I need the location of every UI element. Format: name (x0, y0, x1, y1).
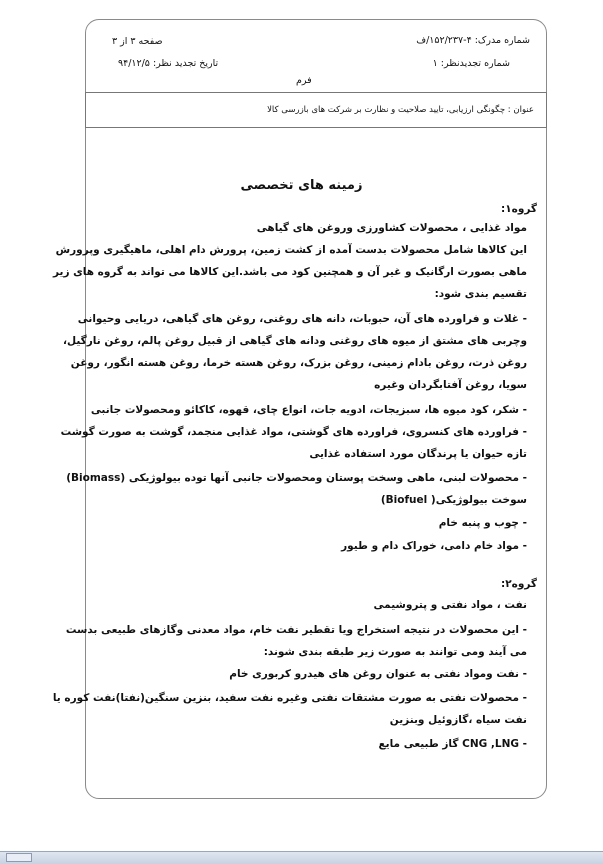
title-box (85, 92, 547, 128)
page-number: صفحه ۳ از ۳ (112, 36, 163, 47)
group1-line: - مواد خام دامی، خوراک دام و طیور (341, 540, 527, 552)
group1-line: - شکر، کود میوه ها، سبزیجات، ادویه جات، انواع چای، قهوه، کاکائو ومحصولات جانبی (90, 404, 527, 416)
group1-line: روغن ذرت، روغن بادام زمینی، روغن بزرک، روغن هسته خرما، روغن هسته انگور، روغن (70, 357, 527, 369)
group1-line: تقسیم بندی شود: (434, 288, 527, 300)
group1-line: مواد غذایی ، محصولات کشاورزی وروغن های گیاهی (256, 222, 527, 234)
taskbar (0, 851, 603, 864)
group1-line: تازه حیوان یا پرندگان مورد استفاده غذایی (309, 448, 527, 460)
revision-number: شماره تجدیدنظر: ۱ (432, 58, 510, 69)
group1-line: سویا، روغن آفتابگردان وغیره (374, 379, 527, 391)
group1-line: - غلات و فراورده های آن، حبوبات، دانه های روغنی، روغن های گیاهی، دریایی وحیوانی (77, 313, 527, 325)
section-title: زمینه های تخصصی (240, 178, 363, 193)
group1-line: ماهی بصورت ارگانیک و غیر آن و همچنین کود می باشد.این کالاها می تواند به گروه های زیر (53, 266, 527, 278)
group2-line: نفت سیاه ،گازوئیل وبنزین (389, 714, 527, 726)
group2-line: - این محصولات در نتیجه استخراج ویا تقطیر نفت خام، مواد معدنی وگازهای طبیعی بدست (65, 624, 527, 636)
group1-line: سوخت بیولوژیکی( Biofuel) (380, 494, 527, 506)
group2-line: می آیند ومی توانند به صورت زیر طبقه بندی شوند: (263, 646, 527, 658)
document-title: عنوان : چگونگی ارزیابی، تایید صلاحیت و نظارت بر شرکت های بازرسی کالا (267, 105, 534, 115)
group2-line: - نفت ومواد نفتی به عنوان روغن های هیدرو کربوری خام (229, 668, 527, 680)
group2-heading: گروه۲: (501, 578, 537, 590)
group1-line: وچربی های مشتق از میوه های روغنی ودانه های گیاهی از قبیل روغن پالم، روغن نارگیل، (62, 335, 527, 347)
doc-number: شماره مدرک: ۴-۱۵۲/۲۳۷/ف (416, 35, 530, 46)
group2-line: نفت ، مواد نفتی و پتروشیمی (373, 599, 527, 611)
revision-date: تاریخ تجدید نظر: ۹۴/۱۲/۵ (118, 58, 219, 69)
group1-line: - محصولات لبنی، ماهی وسخت پوستان ومحصولات جانبی آنها توده بیولوژیکی (Biomass) (66, 472, 527, 484)
group1-heading: گروه۱: (501, 203, 537, 215)
group1-line: - چوب و پنبه خام (438, 517, 527, 529)
form-label: فرم (296, 75, 312, 86)
group2-line: - CNG ,LNG گاز طبیعی مایع (378, 738, 527, 750)
group1-line: - فراورده های کنسروی، فراورده های گوشتی، مواد غذایی منجمد، گوشت به صورت گوشت (60, 426, 527, 438)
group1-line: این کالاها شامل محصولات بدست آمده از کشت زمین، پرورش دام اهلی، ماهیگیری وپرورش (55, 244, 527, 256)
taskbar-button[interactable] (6, 853, 32, 862)
group2-line: - محصولات نفتی به صورت مشتقات نفتی وغیره نفت سفید، بنزین سنگین(نفتا)نفت کوره یا (52, 692, 527, 704)
